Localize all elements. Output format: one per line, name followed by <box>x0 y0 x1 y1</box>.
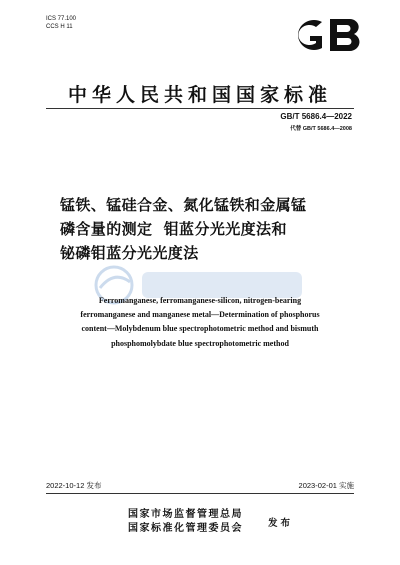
ics-code: ICS 77.100 <box>46 16 77 22</box>
chinese-title-line: 锰铁、锰硅合金、氮化锰铁和金属锰 <box>60 196 307 214</box>
chinese-title <box>60 193 360 265</box>
chinese-title-line: 磷含量的测定 钼蓝分光光度法和 <box>60 220 287 238</box>
english-title <box>50 294 350 351</box>
english-title-line: ferromanganese and manganese metal—Determination of phosphorus <box>80 310 320 320</box>
english-title-line: content—Molybdenum blue spectrophotometric method and bismuth <box>81 324 319 334</box>
replaced-standard: 代替 GB/T 5686.4—2008 <box>290 126 352 132</box>
standard-code: GB/T 5686.4—2022 <box>280 112 352 121</box>
english-title-line: phosphomolybdate blue spectrophotometric method <box>111 338 289 348</box>
english-title-line: Ferromanganese, ferromanganese-silicon, nitrogen-bearing <box>98 296 302 305</box>
issuer-name: 国家标准化管理委员会 <box>128 523 243 534</box>
bottom-divider <box>46 493 354 494</box>
classification-codes <box>46 15 76 31</box>
issue-date: 2022-10-12 发布 <box>46 481 102 490</box>
gb-logo <box>288 14 366 56</box>
standard-category-title: 中华人民共和国国家标准 <box>67 84 332 106</box>
implementation-date: 2023-02-01 实施 <box>298 481 354 490</box>
issuing-authorities <box>128 508 243 536</box>
ccs-code: CCS H 11 <box>46 24 73 30</box>
issuer-name: 国家市场监督管理总局 <box>128 509 243 520</box>
top-divider <box>46 108 354 109</box>
chinese-title-line: 铋磷钼蓝分光光度法 <box>60 244 199 262</box>
publish-label: 发布 <box>268 518 294 529</box>
